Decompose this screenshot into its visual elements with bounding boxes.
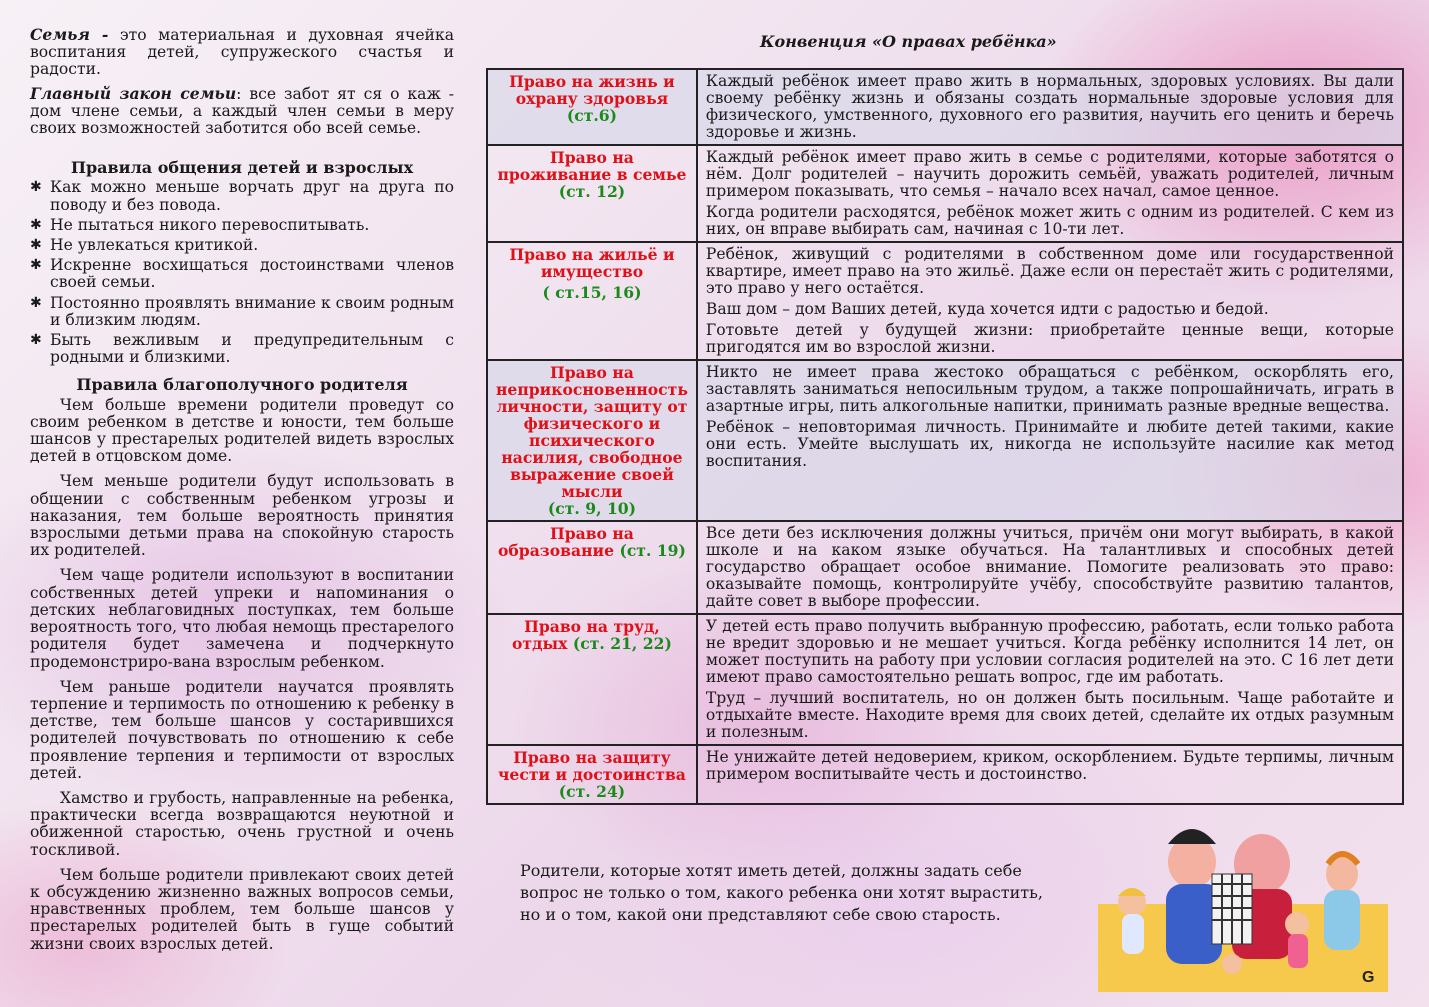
right-description-cell [697,145,1403,242]
rules-list [30,179,454,366]
parent-paragraph: Чем больше времени родители проведут со своим ребенком в детстве и юности, тем больше шансов у престарелых родителей видеть взрослых детей в отцовском доме. [30,395,454,466]
star-bullet-icon: ✱ [30,179,42,196]
rule-item [30,237,454,254]
woman-dress [1324,890,1360,950]
right-article: (ст. 21, 22) [572,634,672,653]
right-article: (ст. 12) [558,182,626,201]
right-name: Право на жильё и имущество [509,245,675,281]
right-description: Когда родители расходятся, ребёнок может жить с одним из родителей. С кем из них, он вправе выбирать сам, начиная с 10-ти лет. [705,203,1394,238]
intro-family-term: Семья - [30,25,109,44]
rule-text: Быть вежливым и предупредительным с родными и близкими. [50,331,454,367]
right-article: (ст. 24) [558,782,626,801]
intro-main-law-text: : все забот ят ся о каж - дом члене семьи, а каждый член семьи в меру своих возможностей заботится обо всей семье. [30,84,455,138]
right-description: Труд – лучший воспитатель, но он должен быть посильным. Чаще работайте и отдыхайте вместе. Находите время для своих детей, сделайте их отдых разумным и полезным. [705,689,1394,741]
kid-hair [1118,888,1146,896]
right-name: Право на жизнь и охрану здоровья [509,72,675,108]
right-description-cell [697,614,1403,745]
right-description: Готовьте детей у будущей жизни: приобретайте ценные вещи, которые пригодятся им во взрослой жизни. [705,321,1394,356]
right-name: Право на проживание в семье [497,148,687,184]
rights-row [487,614,1403,745]
intro-family-text: это материальная и духовная ячейка воспитания детей, супружеского счастья и радости. [30,26,454,79]
intro-family [30,26,454,79]
parent-paragraph: Чем меньше родители будут использовать в общении с собственным ребенком угрозы и наказания, тем больше вероятность принятия взрослыми детьми права на спокойную старость их родителей. [30,472,454,560]
rule-item [30,179,454,213]
rule-text: Искренне восхищаться достоинствами членов своей семьи. [50,256,454,292]
right-name: Право на неприкосновенность личности, защиту от физического и психического насилия, свободное выражение своей мысли [496,363,688,501]
baby-head [1222,954,1242,974]
rights-row [487,360,1403,521]
right-article: (ст. 19) [619,541,686,560]
rule-item [30,217,454,234]
rule-item [30,295,454,329]
rule-text: Постоянно проявлять внимание к своим родным и близким людям. [50,293,454,329]
right-description-cell [697,521,1403,614]
right-description: У детей есть право получить выбранную профессию, работать, если только работа не вредит здоровью и не мешает учиться. Когда ребёнку исполнится 14 лет, он может поступить на работу при условии согласия родителей на это. С 16 лет дети имеют право самостоятельно решать вопрос, где им работать. [705,617,1394,686]
illustration-logo: G [1362,969,1375,986]
rule-text: Как можно меньше ворчать друг на друга по поводу и без повода. [50,178,454,214]
rule-text: Не увлекаться критикой. [50,236,259,255]
right-description: Каждый ребёнок имеет право жить в нормальных, здоровых условиях. Вы дали своему ребёнку жизнь и обязаны создать нормальные здоровые условия для физического, умственного, духовного его развития, научить его ценить и беречь здоровье и жизнь. [705,72,1394,141]
right-description-cell [697,69,1403,145]
right-article: ( ст.15, 16) [542,283,642,302]
convention-title: Конвенция «О правах ребёнка» [760,32,1057,51]
rights-table [486,68,1404,805]
bottom-note: Родители, которые хотят иметь детей, должны задать себе вопрос не только о том, какого ребенка они хотят вырастить, но и о том, какой они представляют себе свою старость. [520,861,1043,924]
star-bullet-icon: ✱ [30,237,42,254]
intro-main-law [30,85,454,138]
family-cartoon-illustration [1092,804,1392,996]
star-bullet-icon: ✱ [30,257,42,274]
right-name-cell [487,360,697,521]
right-description: Ваш дом – дом Ваших детей, куда хочется идти с радостью и бедой. [705,300,1269,318]
right-name-cell [487,145,697,242]
right-name-cell [487,745,697,804]
right-description-cell [697,242,1403,360]
right-name: Право на образование [497,524,634,560]
right-description: Все дети без исключения должны учиться, причём они могут выбирать, в какой школе и на каком языке обучаться. На талантливых и способных детей государство обращает особое внимание. Помогите реализовать это право: оказывайте помощь, контролируйте учёбу, способствуйте развитию талантов, дайте совет в выборе профессии. [705,524,1394,610]
right-description: Ребёнок – неповторимая личность. Принимайте и любите детей такими, какие они есть. Умейте выслушать их, никогда не используйте насилие как метод воспитания. [705,418,1394,470]
right-description-cell [697,360,1403,521]
parent-rules-title: Правила благополучного родителя [76,375,408,395]
right-name: Право на труд, отдых [512,617,660,653]
right-description: Никто не имеет права жестоко обращаться с ребёнком, оскорблять его, заставлять заниматься непосильным трудом, а также попрошайничать, играть в азартные игры, пить алкогольные напитки, принимать разные вредные вещества. [705,363,1394,415]
rule-item [30,332,454,366]
right-description: Каждый ребёнок имеет право жить в семье с родителями, которые заботятся о нём. Долг родителей – научить дорожить семьёй, уважать родителей, личным примером показывать, что семья – начало всех начал, самое ценное. [705,148,1394,200]
star-bullet-icon: ✱ [30,294,42,311]
rights-row [487,69,1403,145]
right-name-cell [487,521,697,614]
rule-item [30,257,454,291]
rule-text: Не пытаться никого перевоспитывать. [50,215,370,234]
rules-title: Правила общения детей и взрослых [70,158,414,178]
star-bullet-icon: ✱ [30,332,42,349]
right-description: Ребёнок, живущий с родителями в собственном доме или государственной квартире, имеет право на это жильё. Даже если он перестаёт жить с родителями, это право у него остаётся. [705,245,1394,297]
right-name-cell [487,614,697,745]
parent-paragraph: Чем раньше родители научатся проявлять терпение и терпимость по отношению к ребенку в детстве, тем больше шансов у состарившихся родителей почувствовать по отношению к себе проявление терпения и терпимости от взрослых детей. [30,677,454,782]
right-article: (ст.6) [566,106,618,125]
grandma-hair [1168,829,1216,844]
right-name: Право на защиту чести и достоинства [497,748,686,784]
left-column [30,26,454,953]
rights-row [487,145,1403,242]
intro-main-law-term: Главный закон семьи [30,83,237,103]
right-description-cell [697,745,1403,804]
right-article: (ст. 9, 10) [547,499,637,518]
star-bullet-icon: ✱ [30,216,42,233]
right-name-cell [487,242,697,360]
parent-paragraph: Хамство и грубость, направленные на ребенка, практически всегда возвращаются неуютной и обиженной старостью, очень грустной и очень тоскливой. [30,788,454,859]
rights-row [487,242,1403,360]
right-name-cell [487,69,697,145]
parent-paragraph: Чем чаще родители используют в воспитании собственных детей упреки и напоминания о детских неблаговидных поступках, тем больше вероятность того, что любая немощь престарелого родителя будет замечена и подчеркнуто продемонстриро-вана взрослым ребенком. [30,566,454,671]
right-description: Не унижайте детей недоверием, криком, оскорблением. Будьте терпимы, личным примером воспитывайте честь и достоинство. [705,748,1394,783]
parent-paragraph: Чем больше родители привлекают своих детей к обсуждению жизненно важных вопросов семьи, нравственных проблем, тем больше шансов у престарелых родителей быть в гуще событий жизни своих взрослых детей. [30,865,454,953]
kid-head [1285,912,1309,936]
rights-row [487,745,1403,804]
kid-body [1288,934,1308,968]
rights-row [487,521,1403,614]
kid-body [1122,914,1144,954]
